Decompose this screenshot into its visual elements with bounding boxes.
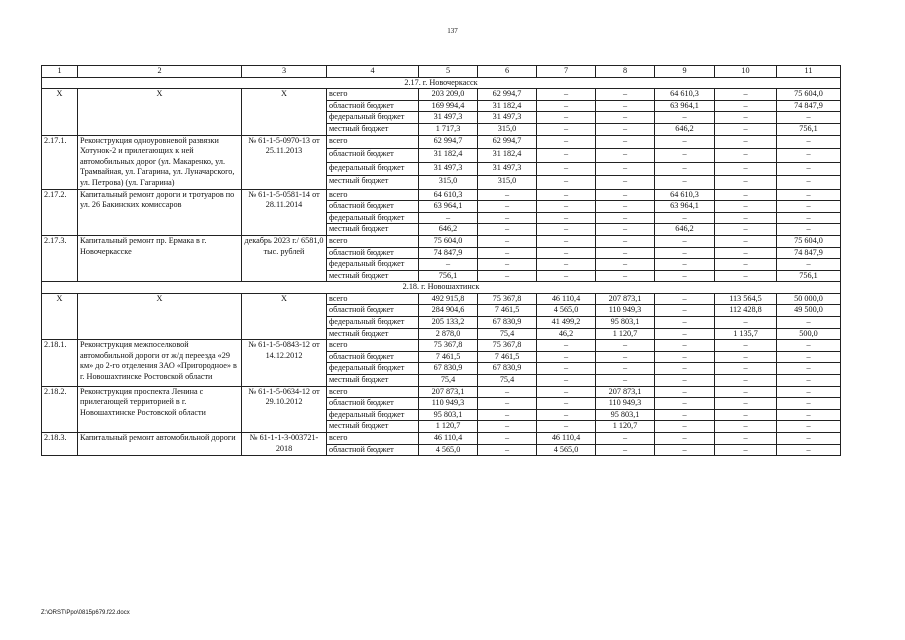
amount-cell: – bbox=[537, 363, 596, 375]
amount-cell: – bbox=[537, 409, 596, 421]
amount-cell: 31 182,4 bbox=[478, 100, 537, 112]
budget-source: областной бюджет bbox=[327, 444, 419, 456]
amount-cell: – bbox=[478, 270, 537, 282]
amount-cell: 1 120,7 bbox=[596, 421, 655, 433]
amount-cell: – bbox=[655, 363, 715, 375]
amount-cell: 75 604,0 bbox=[777, 89, 841, 101]
amount-cell: – bbox=[655, 398, 715, 410]
item-number: 2.18.1. bbox=[42, 340, 78, 386]
amount-cell: – bbox=[777, 112, 841, 124]
amount-cell: 46,2 bbox=[537, 328, 596, 340]
budget-source: федеральный бюджет bbox=[327, 212, 419, 224]
amount-cell: – bbox=[777, 224, 841, 236]
amount-cell: – bbox=[655, 375, 715, 387]
amount-cell: 2 878,0 bbox=[419, 328, 478, 340]
amount-cell: 315,0 bbox=[478, 176, 537, 190]
amount-cell: – bbox=[478, 433, 537, 445]
amount-cell: – bbox=[537, 351, 596, 363]
amount-cell: 31 497,3 bbox=[419, 112, 478, 124]
amount-cell: – bbox=[777, 135, 841, 148]
budget-source: всего bbox=[327, 135, 419, 148]
budget-source: местный бюджет bbox=[327, 421, 419, 433]
item-document: № 61-1-5-0634-12 от 29.10.2012 bbox=[242, 386, 327, 432]
amount-cell: 7 461,5 bbox=[419, 351, 478, 363]
amount-cell: – bbox=[715, 363, 777, 375]
amount-cell: – bbox=[596, 259, 655, 271]
amount-cell: – bbox=[715, 212, 777, 224]
amount-cell: – bbox=[596, 351, 655, 363]
amount-cell: – bbox=[715, 317, 777, 329]
amount-cell: 110 949,3 bbox=[419, 398, 478, 410]
item-name: Реконструкция межпоселковой автомобильной дороги от ж/д переезда «29 км» до 2-го отделения ЗАО «Пригородное» в г. Новошахтинске Ростовской области bbox=[78, 340, 242, 386]
amount-cell: 46 110,4 bbox=[537, 293, 596, 305]
budget-source: всего bbox=[327, 235, 419, 247]
amount-cell: 31 182,4 bbox=[419, 149, 478, 162]
amount-cell: – bbox=[419, 212, 478, 224]
amount-cell: 207 873,1 bbox=[596, 293, 655, 305]
amount-cell: 67 830,9 bbox=[478, 317, 537, 329]
item-number: 2.18.3. bbox=[42, 433, 78, 456]
amount-cell: – bbox=[537, 259, 596, 271]
amount-cell: 4 565,0 bbox=[537, 444, 596, 456]
amount-cell: – bbox=[715, 386, 777, 398]
section-title: 2.17. г. Новочеркасск bbox=[42, 77, 841, 89]
amount-cell: – bbox=[537, 212, 596, 224]
amount-cell: 75,4 bbox=[478, 375, 537, 387]
amount-cell: – bbox=[777, 259, 841, 271]
budget-source: местный бюджет bbox=[327, 270, 419, 282]
amount-cell: – bbox=[777, 162, 841, 175]
budget-source: местный бюджет bbox=[327, 123, 419, 135]
amount-cell: – bbox=[537, 224, 596, 236]
amount-cell: – bbox=[537, 421, 596, 433]
amount-cell: – bbox=[777, 386, 841, 398]
amount-cell: 64 610,3 bbox=[419, 189, 478, 201]
amount-cell: – bbox=[655, 421, 715, 433]
amount-cell: – bbox=[596, 201, 655, 213]
amount-cell: – bbox=[655, 409, 715, 421]
amount-cell: – bbox=[655, 135, 715, 148]
amount-cell: – bbox=[777, 317, 841, 329]
amount-cell: – bbox=[596, 162, 655, 175]
header-cell: 10 bbox=[715, 66, 777, 78]
budget-source: федеральный бюджет bbox=[327, 317, 419, 329]
budget-source: всего bbox=[327, 340, 419, 352]
amount-cell: 112 428,8 bbox=[715, 305, 777, 317]
amount-cell: – bbox=[655, 270, 715, 282]
amount-cell: 756,1 bbox=[419, 270, 478, 282]
amount-cell: 646,2 bbox=[655, 123, 715, 135]
table-row bbox=[42, 293, 841, 305]
header-cell: 8 bbox=[596, 66, 655, 78]
amount-cell: 1 717,3 bbox=[419, 123, 478, 135]
amount-cell: 500,0 bbox=[777, 328, 841, 340]
header-cell: 9 bbox=[655, 66, 715, 78]
amount-cell: – bbox=[478, 235, 537, 247]
amount-cell: – bbox=[478, 189, 537, 201]
amount-cell: 75,4 bbox=[419, 375, 478, 387]
amount-cell: 7 461,5 bbox=[478, 305, 537, 317]
amount-cell: – bbox=[596, 433, 655, 445]
item-number: 2.18.2. bbox=[42, 386, 78, 432]
item-number: 2.17.3. bbox=[42, 235, 78, 281]
budget-source: областной бюджет bbox=[327, 351, 419, 363]
amount-cell: – bbox=[655, 112, 715, 124]
amount-cell: 207 873,1 bbox=[596, 386, 655, 398]
amount-cell: – bbox=[715, 89, 777, 101]
amount-cell: – bbox=[777, 363, 841, 375]
amount-cell: – bbox=[715, 123, 777, 135]
amount-cell: – bbox=[596, 235, 655, 247]
amount-cell: 31 182,4 bbox=[478, 149, 537, 162]
amount-cell: – bbox=[537, 100, 596, 112]
amount-cell: – bbox=[715, 176, 777, 190]
amount-cell: 95 803,1 bbox=[419, 409, 478, 421]
amount-cell: – bbox=[596, 375, 655, 387]
amount-cell: 75 604,0 bbox=[419, 235, 478, 247]
budget-source: местный бюджет bbox=[327, 224, 419, 236]
item-name: Х bbox=[78, 89, 242, 135]
budget-source: всего bbox=[327, 89, 419, 101]
amount-cell: 1 120,7 bbox=[596, 328, 655, 340]
section-row bbox=[42, 282, 841, 294]
amount-cell: 46 110,4 bbox=[537, 433, 596, 445]
amount-cell: – bbox=[655, 176, 715, 190]
amount-cell: – bbox=[777, 421, 841, 433]
amount-cell: – bbox=[777, 351, 841, 363]
budget-source: местный бюджет bbox=[327, 375, 419, 387]
amount-cell: – bbox=[596, 444, 655, 456]
amount-cell: – bbox=[537, 270, 596, 282]
amount-cell: – bbox=[655, 235, 715, 247]
budget-source: областной бюджет bbox=[327, 305, 419, 317]
amount-cell: 110 949,3 bbox=[596, 398, 655, 410]
item-name: Х bbox=[78, 293, 242, 339]
amount-cell: – bbox=[715, 351, 777, 363]
budget-source: областной бюджет bbox=[327, 398, 419, 410]
budget-source: областной бюджет bbox=[327, 247, 419, 259]
amount-cell: 315,0 bbox=[419, 176, 478, 190]
amount-cell: 315,0 bbox=[478, 123, 537, 135]
amount-cell: – bbox=[715, 224, 777, 236]
amount-cell: – bbox=[777, 398, 841, 410]
amount-cell: 169 994,4 bbox=[419, 100, 478, 112]
amount-cell: – bbox=[478, 386, 537, 398]
amount-cell: – bbox=[777, 340, 841, 352]
amount-cell: – bbox=[655, 293, 715, 305]
amount-cell: – bbox=[596, 340, 655, 352]
amount-cell: 50 000,0 bbox=[777, 293, 841, 305]
amount-cell: – bbox=[655, 305, 715, 317]
budget-source: местный бюджет bbox=[327, 328, 419, 340]
amount-cell: 63 964,1 bbox=[655, 100, 715, 112]
amount-cell: – bbox=[537, 89, 596, 101]
item-document: № 61-1-5-0843-12 от 14.12.2012 bbox=[242, 340, 327, 386]
amount-cell: – bbox=[596, 149, 655, 162]
amount-cell: 31 497,3 bbox=[478, 162, 537, 175]
amount-cell: 113 564,5 bbox=[715, 293, 777, 305]
amount-cell: – bbox=[715, 135, 777, 148]
amount-cell: – bbox=[596, 224, 655, 236]
amount-cell: – bbox=[715, 112, 777, 124]
header-cell: 4 bbox=[327, 66, 419, 78]
amount-cell: – bbox=[715, 149, 777, 162]
amount-cell: – bbox=[478, 259, 537, 271]
amount-cell: – bbox=[537, 235, 596, 247]
budget-source: всего bbox=[327, 433, 419, 445]
amount-cell: 75 367,8 bbox=[478, 340, 537, 352]
amount-cell: – bbox=[596, 189, 655, 201]
amount-cell: – bbox=[537, 112, 596, 124]
amount-cell: – bbox=[715, 201, 777, 213]
amount-cell: – bbox=[478, 224, 537, 236]
item-number: Х bbox=[42, 89, 78, 135]
amount-cell: – bbox=[478, 409, 537, 421]
amount-cell: – bbox=[596, 176, 655, 190]
amount-cell: 62 994,7 bbox=[478, 135, 537, 148]
amount-cell: – bbox=[537, 375, 596, 387]
amount-cell: 4 565,0 bbox=[537, 305, 596, 317]
amount-cell: – bbox=[596, 270, 655, 282]
amount-cell: – bbox=[777, 212, 841, 224]
amount-cell: 64 610,3 bbox=[655, 89, 715, 101]
header-cell: 11 bbox=[777, 66, 841, 78]
table-body bbox=[42, 66, 841, 456]
amount-cell: 62 994,7 bbox=[419, 135, 478, 148]
amount-cell: – bbox=[777, 375, 841, 387]
amount-cell: 1 135,7 bbox=[715, 328, 777, 340]
budget-source: областной бюджет bbox=[327, 201, 419, 213]
amount-cell: – bbox=[715, 235, 777, 247]
amount-cell: 492 915,8 bbox=[419, 293, 478, 305]
item-name: Капитальный ремонт автомобильной дороги bbox=[78, 433, 242, 456]
budget-table bbox=[41, 65, 841, 456]
item-document: Х bbox=[242, 293, 327, 339]
amount-cell: – bbox=[596, 135, 655, 148]
header-cell: 1 bbox=[42, 66, 78, 78]
amount-cell: – bbox=[715, 340, 777, 352]
amount-cell: – bbox=[478, 398, 537, 410]
amount-cell: – bbox=[655, 247, 715, 259]
amount-cell: – bbox=[777, 176, 841, 190]
table-row bbox=[42, 386, 841, 398]
amount-cell: 110 949,3 bbox=[596, 305, 655, 317]
amount-cell: – bbox=[715, 409, 777, 421]
amount-cell: 95 803,1 bbox=[596, 409, 655, 421]
page-number: 137 bbox=[447, 27, 458, 35]
amount-cell: 67 830,9 bbox=[419, 363, 478, 375]
amount-cell: – bbox=[537, 123, 596, 135]
item-document: Х bbox=[242, 89, 327, 135]
amount-cell: – bbox=[777, 189, 841, 201]
item-name: Капитальный ремонт пр. Ермака в г. Новочеркасске bbox=[78, 235, 242, 281]
amount-cell: – bbox=[596, 123, 655, 135]
amount-cell: 4 565,0 bbox=[419, 444, 478, 456]
amount-cell: 46 110,4 bbox=[419, 433, 478, 445]
item-name: Реконструкция одноуровневой развязки Хотунок-2 и прилегающих к ней автомобильных дорог (ул. Макаренко, ул. Трамвайная, ул. Гагарина, ул. Луначарского, ул. Петрова) (ул. Гагарина) bbox=[78, 135, 242, 189]
amount-cell: 95 803,1 bbox=[596, 317, 655, 329]
table-row bbox=[42, 340, 841, 352]
budget-source: федеральный бюджет bbox=[327, 409, 419, 421]
amount-cell: – bbox=[537, 398, 596, 410]
budget-source: всего bbox=[327, 189, 419, 201]
item-document: декабрь 2023 г./ 6581,0 тыс. рублей bbox=[242, 235, 327, 281]
amount-cell: – bbox=[537, 162, 596, 175]
amount-cell: – bbox=[655, 259, 715, 271]
table-row bbox=[42, 189, 841, 201]
amount-cell: – bbox=[655, 340, 715, 352]
amount-cell: – bbox=[537, 386, 596, 398]
table-row bbox=[42, 433, 841, 445]
amount-cell: – bbox=[655, 149, 715, 162]
amount-cell: 75 367,8 bbox=[419, 340, 478, 352]
amount-cell: 203 209,0 bbox=[419, 89, 478, 101]
amount-cell: – bbox=[655, 351, 715, 363]
amount-cell: 7 461,5 bbox=[478, 351, 537, 363]
budget-source: федеральный бюджет bbox=[327, 112, 419, 124]
amount-cell: – bbox=[596, 363, 655, 375]
item-name: Капитальный ремонт дороги и тротуаров по ул. 26 Бакинских комиссаров bbox=[78, 189, 242, 235]
amount-cell: – bbox=[537, 189, 596, 201]
amount-cell: – bbox=[715, 189, 777, 201]
amount-cell: 74 847,9 bbox=[419, 247, 478, 259]
amount-cell: – bbox=[655, 317, 715, 329]
amount-cell: 646,2 bbox=[655, 224, 715, 236]
amount-cell: – bbox=[596, 112, 655, 124]
amount-cell: – bbox=[715, 444, 777, 456]
amount-cell: – bbox=[715, 162, 777, 175]
amount-cell: 41 499,2 bbox=[537, 317, 596, 329]
amount-cell: – bbox=[777, 433, 841, 445]
budget-source: федеральный бюджет bbox=[327, 259, 419, 271]
budget-source: областной бюджет bbox=[327, 100, 419, 112]
amount-cell: – bbox=[655, 328, 715, 340]
amount-cell: – bbox=[655, 162, 715, 175]
amount-cell: – bbox=[419, 259, 478, 271]
amount-cell: – bbox=[537, 135, 596, 148]
amount-cell: 31 497,3 bbox=[478, 112, 537, 124]
amount-cell: 284 904,6 bbox=[419, 305, 478, 317]
item-document: № 61-1-5-0581-14 от 28.11.2014 bbox=[242, 189, 327, 235]
amount-cell: – bbox=[715, 398, 777, 410]
header-cell: 3 bbox=[242, 66, 327, 78]
header-cell: 7 bbox=[537, 66, 596, 78]
amount-cell: – bbox=[537, 201, 596, 213]
file-path-footer: Z:\ORST\Ppo\0815p679.f22.docx bbox=[41, 610, 130, 616]
amount-cell: – bbox=[537, 247, 596, 259]
amount-cell: – bbox=[777, 149, 841, 162]
amount-cell: 74 847,9 bbox=[777, 247, 841, 259]
amount-cell: – bbox=[478, 201, 537, 213]
amount-cell: 64 610,3 bbox=[655, 189, 715, 201]
amount-cell: – bbox=[478, 444, 537, 456]
amount-cell: – bbox=[715, 421, 777, 433]
amount-cell: – bbox=[655, 433, 715, 445]
header-row bbox=[42, 66, 841, 78]
amount-cell: – bbox=[715, 247, 777, 259]
item-number: Х bbox=[42, 293, 78, 339]
amount-cell: – bbox=[715, 375, 777, 387]
amount-cell: 49 500,0 bbox=[777, 305, 841, 317]
budget-source: федеральный бюджет bbox=[327, 162, 419, 175]
amount-cell: 646,2 bbox=[419, 224, 478, 236]
amount-cell: 75 367,8 bbox=[478, 293, 537, 305]
budget-source: областной бюджет bbox=[327, 149, 419, 162]
amount-cell: 62 994,7 bbox=[478, 89, 537, 101]
amount-cell: 756,1 bbox=[777, 270, 841, 282]
amount-cell: 207 873,1 bbox=[419, 386, 478, 398]
amount-cell: 63 964,1 bbox=[419, 201, 478, 213]
amount-cell: – bbox=[655, 386, 715, 398]
section-title: 2.18. г. Новошахтинск bbox=[42, 282, 841, 294]
item-document: № 61-1-5-0970-13 от 25.11.2013 bbox=[242, 135, 327, 189]
table-row bbox=[42, 235, 841, 247]
item-document: № 61-1-1-3-003721-2018 bbox=[242, 433, 327, 456]
amount-cell: 205 133,2 bbox=[419, 317, 478, 329]
budget-source: местный бюджет bbox=[327, 176, 419, 190]
amount-cell: – bbox=[537, 176, 596, 190]
amount-cell: – bbox=[777, 409, 841, 421]
amount-cell: – bbox=[655, 212, 715, 224]
amount-cell: – bbox=[777, 444, 841, 456]
section-row bbox=[42, 77, 841, 89]
amount-cell: – bbox=[715, 270, 777, 282]
amount-cell: – bbox=[715, 433, 777, 445]
budget-source: всего bbox=[327, 386, 419, 398]
amount-cell: 1 120,7 bbox=[419, 421, 478, 433]
amount-cell: – bbox=[537, 340, 596, 352]
amount-cell: – bbox=[715, 259, 777, 271]
amount-cell: – bbox=[715, 100, 777, 112]
amount-cell: 75,4 bbox=[478, 328, 537, 340]
amount-cell: 74 847,9 bbox=[777, 100, 841, 112]
amount-cell: – bbox=[655, 444, 715, 456]
amount-cell: – bbox=[596, 89, 655, 101]
table-row bbox=[42, 89, 841, 101]
amount-cell: – bbox=[478, 212, 537, 224]
amount-cell: – bbox=[596, 247, 655, 259]
header-cell: 6 bbox=[478, 66, 537, 78]
amount-cell: 63 964,1 bbox=[655, 201, 715, 213]
amount-cell: – bbox=[596, 212, 655, 224]
amount-cell: 67 830,9 bbox=[478, 363, 537, 375]
header-cell: 5 bbox=[419, 66, 478, 78]
amount-cell: 75 604,0 bbox=[777, 235, 841, 247]
amount-cell: – bbox=[596, 100, 655, 112]
amount-cell: – bbox=[478, 421, 537, 433]
item-number: 2.17.1. bbox=[42, 135, 78, 189]
amount-cell: – bbox=[537, 149, 596, 162]
table-row bbox=[42, 135, 841, 148]
item-number: 2.17.2. bbox=[42, 189, 78, 235]
amount-cell: – bbox=[478, 247, 537, 259]
amount-cell: 31 497,3 bbox=[419, 162, 478, 175]
header-cell: 2 bbox=[78, 66, 242, 78]
budget-source: всего bbox=[327, 293, 419, 305]
budget-source: федеральный бюджет bbox=[327, 363, 419, 375]
amount-cell: – bbox=[777, 201, 841, 213]
amount-cell: 756,1 bbox=[777, 123, 841, 135]
item-name: Реконструкция проспекта Ленина с прилегающей территорией в г. Новошахтинске Ростовской области bbox=[78, 386, 242, 432]
